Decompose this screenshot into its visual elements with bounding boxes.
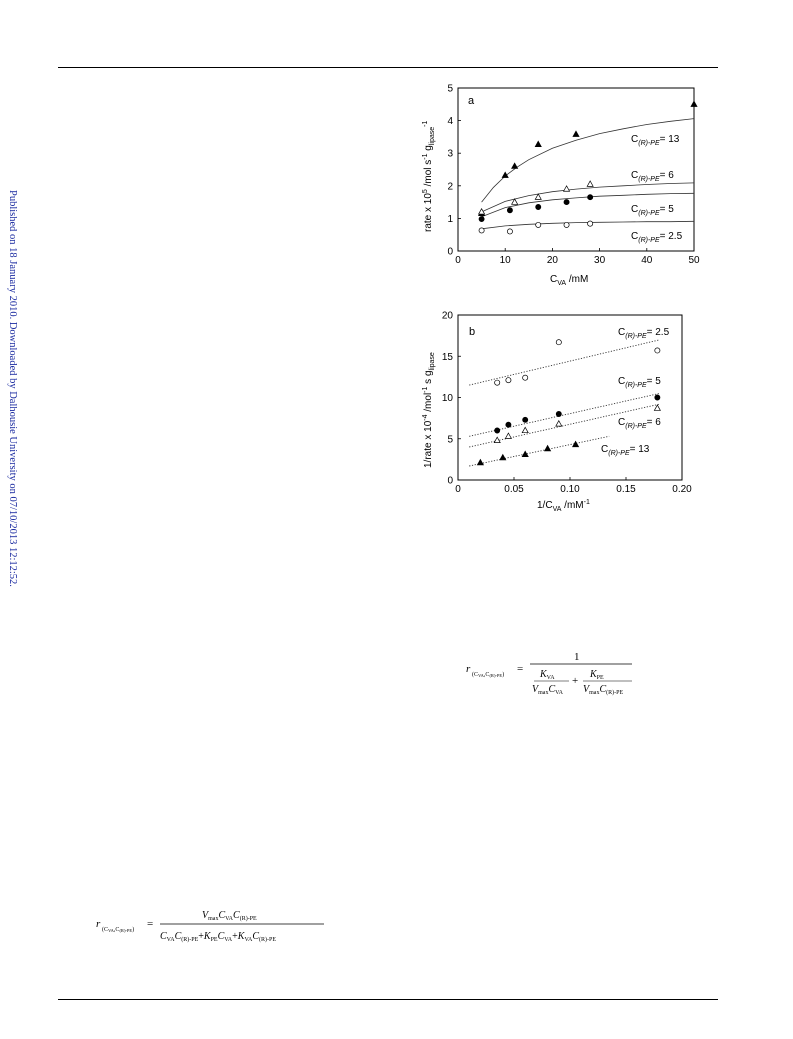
b-data-point bbox=[556, 411, 561, 416]
b-data-point bbox=[477, 459, 483, 464]
a-data-point bbox=[587, 181, 593, 186]
eq-top-equals: = bbox=[517, 663, 524, 675]
a-xtick-label: 40 bbox=[641, 255, 653, 266]
footer-rule bbox=[58, 999, 718, 1000]
b-data-point bbox=[505, 433, 511, 438]
b-xtick-label: 0.10 bbox=[560, 484, 580, 495]
eq-top-numerator: 1 bbox=[574, 651, 580, 663]
eq-top-t1-num: $K_{VA}$ bbox=[540, 669, 555, 681]
a-data-point bbox=[564, 222, 569, 227]
a-data-point bbox=[479, 216, 484, 221]
publication-watermark-text: Published on 18 January 2010. Downloaded by Dalhousie University on 07/10/2013 12:12:52. bbox=[7, 190, 18, 587]
a-data-point bbox=[564, 186, 570, 191]
b-series-label: $C_{(R)-PE}= 6$ bbox=[618, 417, 661, 430]
b-ytick-label: 15 bbox=[441, 351, 453, 363]
b-xtick-label: 0.20 bbox=[672, 484, 692, 495]
a-ytick-label: 1 bbox=[447, 213, 453, 225]
a-data-point bbox=[573, 131, 579, 136]
a-series-label: $C_{(R)-PE}= 13$ bbox=[631, 134, 680, 147]
b-data-point bbox=[545, 445, 551, 450]
a-ytick-label: 4 bbox=[447, 116, 453, 128]
a-data-point bbox=[535, 194, 541, 199]
panel-b-ylabel: 1/rate x $10^{-4}$ /mol$^{-1}$ s $g_{lipase}$ bbox=[422, 352, 436, 468]
a-xtick-label: 0 bbox=[455, 255, 461, 266]
a-ytick-label: 0 bbox=[447, 246, 453, 258]
a-ytick-label: 2 bbox=[447, 181, 453, 193]
panel-b-xlabel: $1/C_{VA}$ $/mM^{-1}$ bbox=[537, 499, 590, 513]
figure-panel-b bbox=[415, 308, 700, 516]
b-data-point bbox=[523, 375, 528, 380]
b-data-point bbox=[506, 378, 511, 383]
a-ytick-label: 3 bbox=[447, 148, 453, 160]
b-xtick-label: 0.05 bbox=[504, 484, 524, 495]
a-data-point bbox=[535, 141, 541, 146]
b-data-point bbox=[655, 348, 660, 353]
b-fit-line bbox=[469, 436, 609, 466]
a-ytick-label: 5 bbox=[447, 83, 453, 95]
eq-top-plus: + bbox=[572, 675, 579, 687]
eq-top-t1-den: $V_{max}C_{VA}$ bbox=[532, 684, 564, 696]
b-data-point bbox=[523, 417, 528, 422]
b-xtick-label: 0 bbox=[455, 484, 461, 495]
b-series-label: $C_{(R)-PE}= 5$ bbox=[618, 376, 661, 389]
a-fit-line bbox=[482, 119, 694, 203]
b-data-point bbox=[522, 427, 528, 432]
a-xtick-label: 10 bbox=[499, 255, 511, 266]
b-data-point bbox=[495, 428, 500, 433]
a-series-label: $C_{(R)-PE}= 2.5$ bbox=[631, 231, 683, 244]
a-data-point bbox=[507, 208, 512, 213]
eq-bottom-numerator: $V_{max}C_{VA}C_{(R)-PE}$ bbox=[202, 910, 257, 922]
eq-top-lhs-sub: (CVA,C(R)-PE) bbox=[472, 672, 505, 678]
b-data-point bbox=[556, 340, 561, 345]
b-data-point bbox=[654, 405, 660, 410]
a-xtick-label: 30 bbox=[594, 255, 606, 266]
eq-bottom-lhs-sub: (CVA,C(R)-PE) bbox=[102, 927, 135, 933]
b-series-label: $C_{(R)-PE}= 13$ bbox=[601, 444, 650, 457]
b-ytick-label: 5 bbox=[447, 434, 453, 446]
b-series-label: $C_{(R)-PE}= 2.5$ bbox=[618, 327, 670, 340]
a-data-point bbox=[564, 200, 569, 205]
panel-a-ylabel: rate x $10^5$ /mol $s^{-1}$ $g_{lipase}^{-1}$ bbox=[422, 120, 436, 232]
eq-bottom-lhs: r bbox=[96, 918, 101, 930]
eq-top-t2-den: $V_{max}C_{(R)-PE}$ bbox=[583, 684, 624, 696]
panel-a-label: a bbox=[468, 95, 475, 107]
a-data-point bbox=[512, 163, 518, 168]
a-xtick-label: 20 bbox=[546, 255, 558, 266]
b-data-point bbox=[506, 422, 511, 427]
b-ytick-label: 10 bbox=[441, 393, 453, 404]
eq-bottom-denominator: $C_{VA}C_{(R)-PE}+K_{PE}C_{VA}+K_{VA}C_{(R)-PE}$ bbox=[160, 931, 277, 943]
a-series-label: $C_{(R)-PE}= 6$ bbox=[631, 170, 674, 183]
a-data-point bbox=[588, 221, 593, 226]
eq-top-t2-num: $K_{PE}$ bbox=[590, 669, 604, 681]
b-xtick-label: 0.15 bbox=[616, 484, 636, 495]
panel-a-xlabel: $C_{VA}$ /mM bbox=[550, 274, 589, 287]
b-data-point bbox=[500, 455, 506, 460]
b-fit-line bbox=[469, 340, 659, 385]
figure-panel-a bbox=[415, 82, 700, 290]
equation-rate-reciprocal bbox=[462, 648, 642, 700]
b-data-point bbox=[556, 421, 562, 426]
a-data-point bbox=[479, 228, 484, 233]
publication-watermark bbox=[6, 190, 18, 630]
a-data-point bbox=[588, 195, 593, 200]
a-data-point bbox=[507, 229, 512, 234]
panel-a-frame bbox=[458, 88, 694, 251]
a-data-point bbox=[536, 204, 541, 209]
a-data-point bbox=[536, 222, 541, 227]
equation-rate-full bbox=[94, 903, 334, 949]
b-ytick-label: 0 bbox=[447, 475, 453, 487]
b-data-point bbox=[495, 380, 500, 385]
eq-top-lhs: r bbox=[466, 663, 471, 675]
a-series-label: $C_{(R)-PE}= 5$ bbox=[631, 204, 674, 217]
panel-b-frame bbox=[458, 315, 682, 480]
b-data-point bbox=[655, 395, 660, 400]
header-rule bbox=[58, 67, 718, 68]
b-ytick-label: 20 bbox=[441, 310, 453, 322]
panel-b-label: b bbox=[469, 326, 476, 338]
a-xtick-label: 50 bbox=[688, 255, 700, 266]
eq-bottom-equals: = bbox=[147, 918, 154, 930]
a-data-point bbox=[691, 101, 697, 106]
